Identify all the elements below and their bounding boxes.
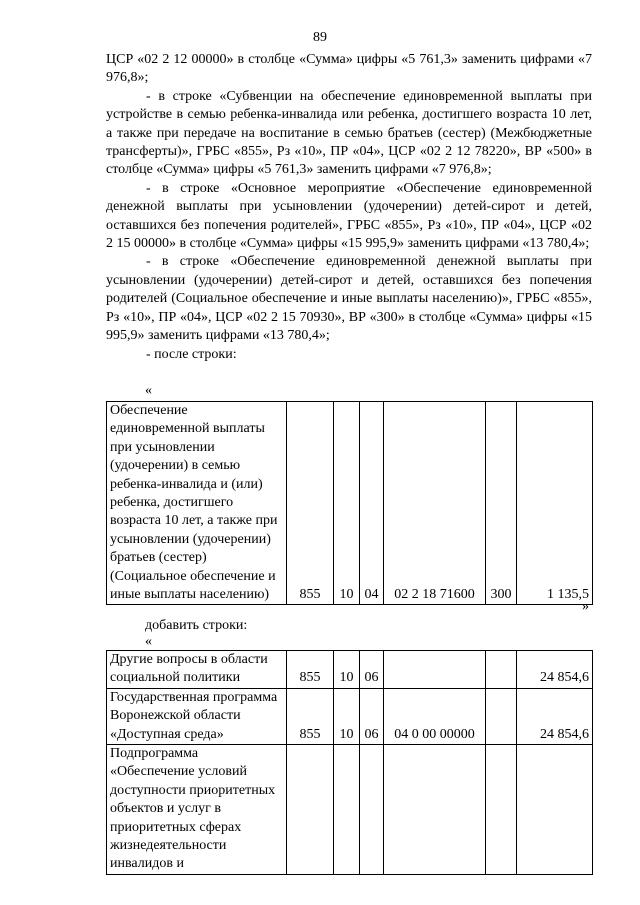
vr-cell	[486, 745, 517, 875]
csr-cell: 02 2 18 71600	[384, 402, 486, 605]
pr-cell	[360, 745, 384, 875]
row-name: Подпрограмма «Обеспечение условий доступности приоритетных объектов и услуг в приоритетных сферах жизнедеятельности инвалидов и	[107, 745, 287, 875]
rz-cell: 10	[334, 651, 360, 689]
pr-cell: 06	[360, 688, 384, 744]
sum-cell: 24 854,6	[517, 651, 593, 689]
document-body	[106, 51, 592, 364]
sum-cell: 1 135,5	[517, 402, 593, 605]
page-number: 89	[313, 30, 327, 45]
table-row	[107, 745, 593, 875]
open-quote: «	[145, 383, 152, 398]
vr-cell: 300	[486, 402, 517, 605]
rz-cell: 10	[334, 688, 360, 744]
sum-cell	[517, 745, 593, 875]
row-name: Государственная программа Воронежской области «Доступная среда»	[107, 688, 287, 744]
table-row	[107, 402, 593, 605]
paragraph: - в строке «Основное мероприятие «Обеспечение единовременной денежной выплаты при усыновлении (удочерении) детей-сирот и детей, оставшихся без попечения родителей», ГРБС «855», Рз «10», ПР «04», ЦСР «02 2 15 00000» в столбце «Сумма» цифры «15 995,9» заменить цифрами «13 780,4»;	[106, 180, 592, 252]
pr-cell: 06	[360, 651, 384, 689]
rz-cell: 10	[334, 402, 360, 605]
vr-cell	[486, 651, 517, 689]
grbs-cell: 855	[287, 688, 334, 744]
add-rows-label: добавить строки:	[145, 618, 248, 633]
budget-table-added	[106, 650, 593, 875]
grbs-cell: 855	[287, 651, 334, 689]
table-row	[107, 651, 593, 689]
sum-cell: 24 854,6	[517, 688, 593, 744]
paragraph: ЦСР «02 2 12 00000» в столбце «Сумма» цифры «5 761,3» заменить цифрами «7 976,8»;	[106, 52, 592, 86]
open-quote: «	[145, 634, 152, 649]
paragraph: - в строке «Субвенции на обеспечение единовременной выплаты при устройстве в семью ребенка-инвалида или ребенка, достигшего возраста 10 лет, а также при передаче на воспитание в семью братьев (сестер) (Межбюджетные трансферты)», ГРБС «855», Рз «10», ПР «04», ЦСР «02 2 12 78220», ВР «500» в столбце «Сумма» цифры «5 761,3» заменить цифрами «7 976,8»;	[106, 88, 592, 178]
rz-cell	[334, 745, 360, 875]
csr-cell	[384, 651, 486, 689]
csr-cell	[384, 745, 486, 875]
close-quote: »	[582, 599, 589, 614]
grbs-cell	[287, 745, 334, 875]
row-name: Другие вопросы в области социальной политики	[107, 651, 287, 689]
row-name: Обеспечение единовременной выплаты при усыновлении (удочерении) в семью ребенка-инвалида и (или) ребенка, достигшего возраста 10 лет, а также при усыновлении (удочерении) братьев (сестер) (Социальное обеспечение и иные выплаты населению)	[107, 402, 287, 605]
pr-cell: 04	[360, 402, 384, 605]
table-row	[107, 688, 593, 744]
vr-cell	[486, 688, 517, 744]
grbs-cell: 855	[287, 402, 334, 605]
budget-table-before	[106, 401, 593, 605]
csr-cell: 04 0 00 00000	[384, 688, 486, 744]
paragraph: - в строке «Обеспечение единовременной денежной выплаты при усыновлении (удочерении) детей-сирот и детей, оставшихся без попечения родителей (Социальное обеспечение и иные выплаты населению)», ГРБС «855», Рз «10», ПР «04», ЦСР «02 2 15 70930», ВР «300» в столбце «Сумма» цифры «15 995,9» заменить цифрами «13 780,4»;	[106, 254, 592, 344]
paragraph: - после строки:	[146, 346, 237, 362]
